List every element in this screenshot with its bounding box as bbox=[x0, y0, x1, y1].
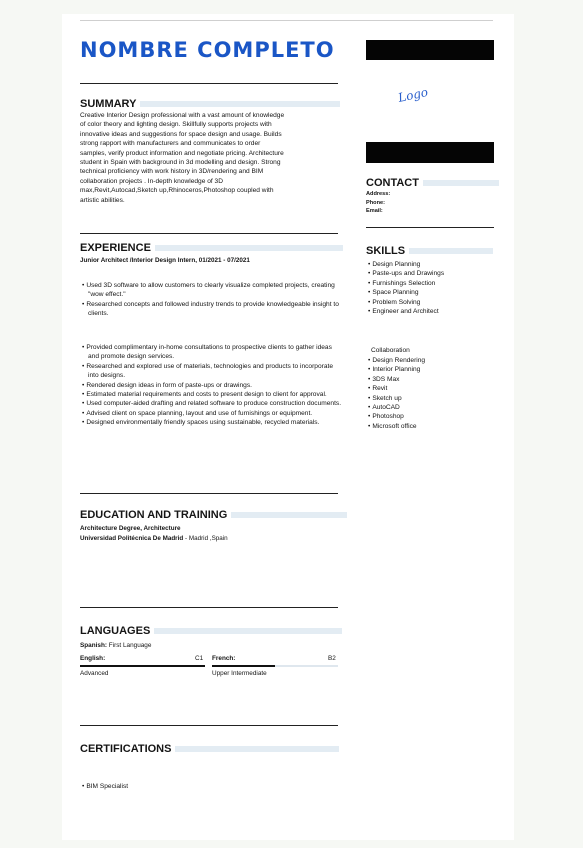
education-school: Universidad Politécnica De Madrid bbox=[80, 535, 184, 542]
redacted-photo-block bbox=[366, 142, 494, 163]
experience-list-2 bbox=[80, 343, 342, 428]
skill-item: • Design Rendering bbox=[366, 356, 494, 365]
top-rule bbox=[80, 20, 493, 21]
language-native bbox=[80, 642, 151, 649]
skills-heading-bar bbox=[409, 248, 493, 254]
skills-heading: SKILLS bbox=[366, 245, 493, 257]
experience-bullet: • Rendered design ideas in form of paste-ups or drawings. bbox=[80, 381, 342, 390]
experience-bullet: • Researched concepts and followed industry trends to provide knowledgeable insight to clients. bbox=[80, 300, 342, 319]
education-heading-bar bbox=[231, 512, 347, 518]
experience-bullet: • Designed environmentally friendly spaces using sustainable, recycled materials. bbox=[80, 418, 342, 427]
language-english-name: English: bbox=[80, 655, 106, 662]
redacted-header-block bbox=[366, 40, 494, 60]
summary-line: of color theory and lighting design. Skillfully supports projects with bbox=[80, 121, 272, 129]
language-english-level: C1 bbox=[195, 655, 204, 662]
summary-line: innovative ideas and suggestions for space design and usage. Builds bbox=[80, 130, 282, 138]
certifications-list bbox=[80, 782, 280, 791]
experience-list-1 bbox=[80, 281, 342, 319]
language-english-fill bbox=[80, 665, 205, 667]
skill-item: • Space Planning bbox=[366, 288, 494, 297]
education-heading: EDUCATION AND TRAINING bbox=[80, 509, 347, 521]
experience-heading-bar bbox=[155, 245, 343, 251]
contact-details bbox=[366, 190, 390, 216]
languages-heading: LANGUAGES bbox=[80, 625, 342, 637]
summary-line: artistic abilities. bbox=[80, 196, 125, 204]
summary-line: collaboration projects . In-depth knowledge of 3D bbox=[80, 177, 223, 185]
skill-item: • Revit bbox=[366, 384, 494, 393]
summary-heading-bar bbox=[140, 101, 340, 107]
experience-role: Junior Architect /Interior Design Intern, 01/2021 - 07/2021 bbox=[80, 257, 250, 264]
experience-rule bbox=[80, 493, 338, 494]
summary-line: strong rapport with manufacturers and communicates to order bbox=[80, 140, 261, 148]
certifications-heading-bar bbox=[175, 746, 339, 752]
experience-heading: EXPERIENCE bbox=[80, 242, 343, 254]
education-rule bbox=[80, 607, 338, 608]
skill-item: • Photoshop bbox=[366, 412, 494, 421]
language-french-desc: Upper Intermediate bbox=[212, 670, 267, 677]
skill-item: • Engineer and Architect bbox=[366, 307, 494, 316]
certifications-heading: CERTIFICATIONS bbox=[80, 743, 339, 755]
experience-bullet: • Researched and explored use of materials, technologies and products to incorporate into designs. bbox=[80, 362, 342, 381]
experience-bullet: • Advised client on space planning, layout and use of furnishings or equipment. bbox=[80, 409, 342, 418]
experience-bullet: • Used 3D software to allow customers to clearly visualize completed projects, creating "wow effect." bbox=[80, 281, 342, 300]
language-french-name: French: bbox=[212, 655, 236, 662]
education-location: - Madrid ,Spain bbox=[183, 535, 228, 542]
language-native-label: Spanish: bbox=[80, 642, 107, 649]
summary-heading: SUMMARY bbox=[80, 98, 340, 110]
skill-item: • Problem Solving bbox=[366, 298, 494, 307]
contact-heading-bar bbox=[423, 180, 499, 186]
contact-heading: CONTACT bbox=[366, 177, 499, 189]
education-school-line bbox=[80, 535, 228, 542]
experience-bullet: • Estimated material requirements and costs to present design to client for approval. bbox=[80, 390, 342, 399]
language-native-value: First Language bbox=[107, 642, 152, 649]
skills-gap-line: Collaboration bbox=[371, 347, 410, 354]
certification-item: • BIM Specialist bbox=[80, 782, 280, 791]
summary-text bbox=[80, 111, 342, 205]
language-french-track bbox=[212, 665, 338, 667]
languages-heading-bar bbox=[154, 628, 342, 634]
logo-text: Logo bbox=[396, 85, 430, 105]
contact-rule bbox=[366, 227, 494, 228]
full-name: NOMBRE COMPLETO bbox=[80, 38, 335, 62]
language-french-level: B2 bbox=[328, 655, 336, 662]
contact-address-label: Address: bbox=[366, 191, 391, 197]
summary-line: samples, verify product information and negotiate pricing. Architecture bbox=[80, 149, 284, 157]
contact-email-label: Email: bbox=[366, 208, 383, 215]
summary-line: technical proficiency with work history in 3D/rendering and BIM bbox=[80, 168, 264, 176]
summary-line: max,Revit,Autocad,Sketch up,Rhinoceros,Photoshop coupled with bbox=[80, 187, 274, 195]
skill-item: • Sketch up bbox=[366, 394, 494, 403]
skill-item: • Design Planning bbox=[366, 260, 494, 269]
language-french-fill bbox=[212, 665, 275, 667]
experience-bullet: • Provided complimentary in-home consultations to prospective clients to gather ideas and promote design services. bbox=[80, 343, 342, 362]
skills-list-2 bbox=[366, 356, 494, 431]
language-english-track bbox=[80, 665, 205, 667]
language-english-desc: Advanced bbox=[80, 670, 109, 677]
name-rule bbox=[80, 83, 338, 84]
skill-item: • Interior Planning bbox=[366, 365, 494, 374]
experience-bullet: • Used computer-aided drafting and related software to produce construction documents. bbox=[80, 399, 342, 408]
skill-item: • 3DS Max bbox=[366, 375, 494, 384]
summary-rule bbox=[80, 233, 338, 234]
skill-item: • Microsoft office bbox=[366, 422, 494, 431]
contact-phone-label: Phone: bbox=[366, 199, 385, 206]
skills-list bbox=[366, 260, 494, 316]
skill-item: • AutoCAD bbox=[366, 403, 494, 412]
skill-item: • Paste-ups and Drawings bbox=[366, 269, 494, 278]
education-degree: Architecture Degree, Architecture bbox=[80, 525, 181, 532]
summary-line: Creative Interior Design professional with a vast amount of knowledge bbox=[80, 112, 285, 119]
languages-rule bbox=[80, 725, 338, 726]
summary-line: student in Spain with background in 3d modelling and design. Strong bbox=[80, 159, 281, 167]
skill-item: • Furnishings Selection bbox=[366, 279, 494, 288]
